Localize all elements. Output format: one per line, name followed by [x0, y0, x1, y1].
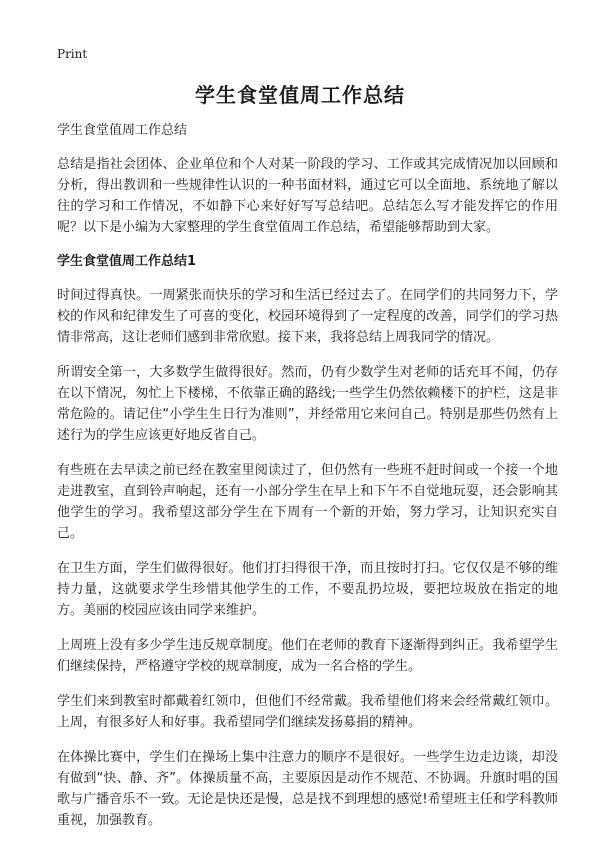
document-subtitle: 学生食堂值周工作总结	[57, 123, 188, 138]
body-paragraph: 学生们来到教室时都戴着红领巾，但他们不经常戴。我希望他们将来会经常戴红领巾。上周，有很多好人和好事。我希望同学们继续发扬募捐的精神。	[57, 694, 558, 730]
section-heading: 学生食堂值周工作总结1	[57, 254, 197, 269]
body-paragraph: 所谓安全第一，大多数学生做得很好。然而，仍有少数学生对老师的话充耳不闻，仍存在以下情况，匆忙上下楼梯，不依靠正确的路线;一些学生仍然依赖楼下的护栏，这是非常危险的。请记住“小学生生日行为准则”，并经常用它来问自己。特别是那些仍然有上述行为的学生应该更好地反省自己。	[57, 365, 558, 443]
document-body	[57, 121, 558, 845]
body-paragraph: 上周班上没有多少学生违反规章制度。他们在老师的教育下逐渐得到纠正。我希望学生们继续保持，严格遵守学校的规章制度，成为一名合格的学生。	[57, 638, 558, 674]
body-paragraph: 时间过得真快。一周紧张而快乐的学习和生活已经过去了。在同学们的共同努力下，学校的作风和纪律发生了可喜的变化，校园环境得到了一定程度的改善，同学们的学习热情非常高，这让老师们感到非常欣慰。接下来，我将总结上周我同学的情况。	[57, 288, 558, 345]
body-paragraph: 在体操比赛中，学生们在操场上集中注意力的顺序不是很好。一些学生边走边谈，却没有做到“快、静、齐”。体操质量不高，主要原因是动作不规范、不协调。升旗时唱的国歌与广播音乐不一致。无论是快还是慢，总是找不到理想的感觉!希望班主任和学科教师重视，加强教育。	[57, 750, 558, 828]
intro-paragraph: 总结是指社会团体、企业单位和个人对某一阶段的学习、工作或其完成情况加以回顾和分析，得出教训和一些规律性认识的一种书面材料，通过它可以全面地、系统地了解以往的学习和工作情况，不如静下心来好好写写总结吧。总结怎么写才能发挥它的作用呢？以下是小编为大家整理的学生食堂值周工作总结，希望能够帮助到大家。	[57, 157, 558, 235]
page-title: 学生食堂值周工作总结	[195, 83, 405, 107]
print-link[interactable]: Print	[57, 47, 88, 61]
body-paragraph: 有些班在去早读之前已经在教室里阅读过了，但仍然有一些班不赶时间或一个接一个地走进教室，直到铃声响起，还有一小部分学生在早上和下午不自觉地玩耍，还会影响其他学生的学习。我希望这部分学生在下周有一个新的开始，努力学习，让知识充实自己。	[57, 463, 558, 541]
body-paragraph: 在卫生方面，学生们做得很好。他们打扫得很干净，而且按时打扫。它仅仅是不够的维持力量，这就要求学生珍惜其他学生的工作，不要乱扔垃圾，要把垃圾放在指定的地方。美丽的校园应该由同学来维护。	[57, 561, 558, 618]
